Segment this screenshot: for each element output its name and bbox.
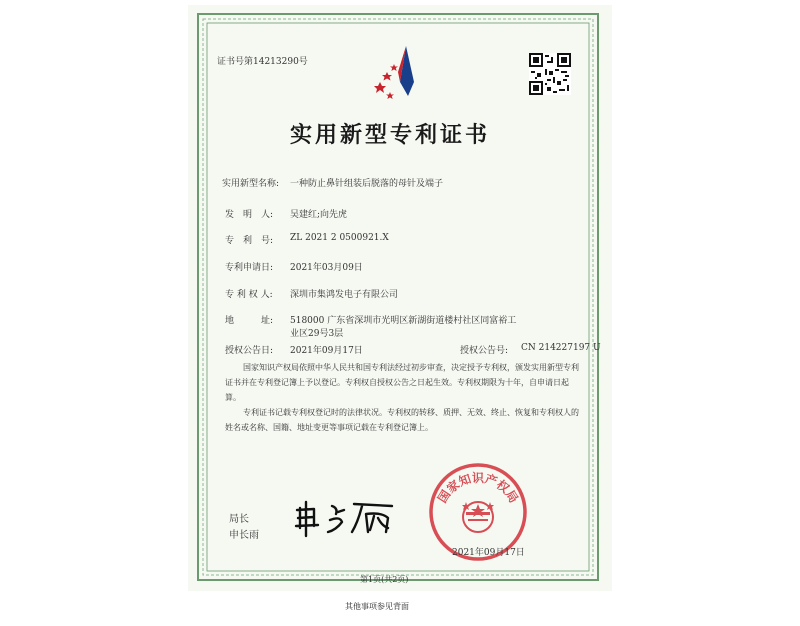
qr-code-icon [529,53,571,95]
inventor-label: 发 明 人: [225,210,274,220]
cnipa-logo-icon [370,42,440,100]
utility-model-name-label: 实用新型名称: [222,179,280,189]
director-name: 申长雨 [229,530,259,541]
back-note: 其他事项参见背面 [345,602,409,611]
patentee-label: 专 利 权 人: [225,290,273,300]
inventor-value: 吴建红;向先虎 [290,210,348,220]
patent-number-label: 专 利 号: [225,236,274,246]
page-number: 第1页(共2页) [360,575,409,584]
address-value-line1: 518000 广东省深圳市光明区新湖街道楼村社区同富裕工 [290,316,517,326]
grant-date-label: 授权公告日: [225,346,274,356]
seal-date: 2021年09月17日 [452,548,525,558]
filing-date-value: 2021年03月09日 [290,263,363,273]
grant-number-label: 授权公告号: [460,346,509,356]
patent-number-value: ZL 2021 2 0500921.X [290,233,389,243]
seal-text: 国家知识产权局 [435,471,521,506]
legal-status-paragraph: 专利证书记载专利权登记时的法律状况。专利权的转移、质押、无效、终止、恢复和专利权人的姓名或名称、国籍、地址变更等事项记载在专利登记簿上。 [225,408,579,432]
handwritten-signature [292,498,402,538]
director-title: 局长 [229,514,249,525]
grant-number-value: CN 214227197 U [521,343,601,353]
address-label: 地 址: [225,316,274,326]
utility-model-name-value: 一种防止鼻针组装后脱落的母针及端子 [290,179,444,189]
certificate-title: 实用新型专利证书 [290,122,491,148]
patentee-value: 深圳市集鸿发电子有限公司 [290,290,399,300]
address-value-line2: 业区29号3层 [290,329,344,339]
grant-paragraph: 国家知识产权局依照中华人民共和国专利法经过初步审查，决定授予专利权，颁发实用新型专利证书并在专利登记簿上予以登记。专利权自授权公告之日起生效。专利权期限为十年，自申请日起算。 [225,363,579,402]
filing-date-label: 专利申请日: [225,263,274,273]
grant-date-value: 2021年09月17日 [290,346,363,356]
certificate-number: 证书号第14213290号 [217,57,308,67]
